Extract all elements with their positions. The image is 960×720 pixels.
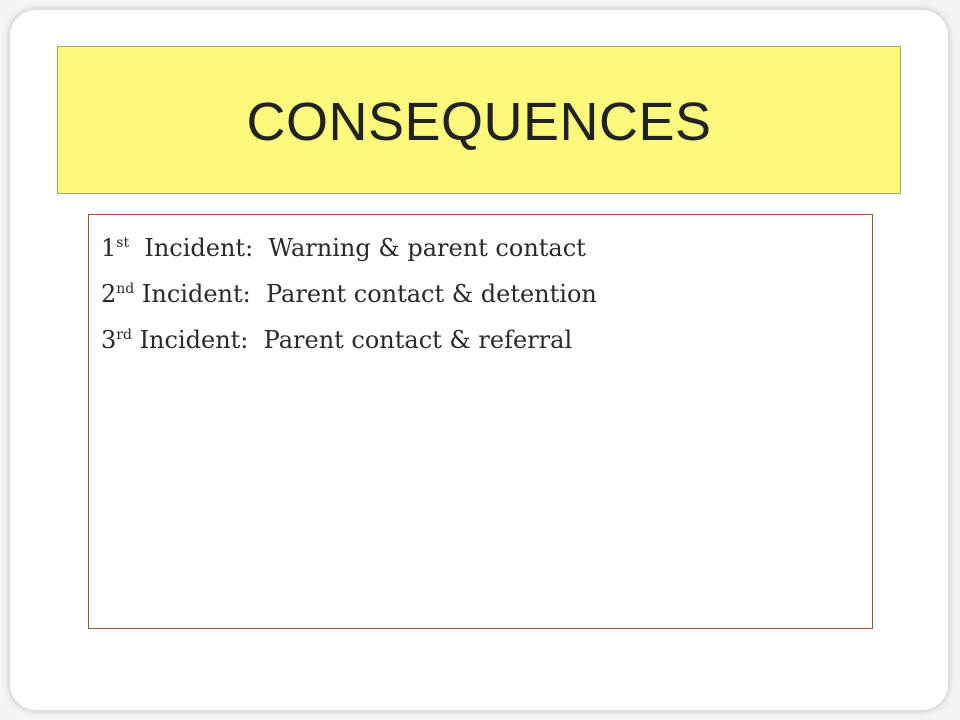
incident-number: 2 <box>101 280 117 308</box>
incident-number: 1 <box>101 234 117 262</box>
title-box <box>57 46 901 194</box>
incident-text: Incident: Parent contact & detention <box>134 280 597 308</box>
slide-title: CONSEQUENCES <box>246 92 712 152</box>
content-box <box>88 214 873 629</box>
incident-line-2 <box>101 271 872 317</box>
incident-line-3 <box>101 317 872 363</box>
incident-line-1 <box>101 225 872 271</box>
ordinal-suffix: rd <box>116 327 132 343</box>
incident-text: Incident: Warning & parent contact <box>129 234 586 262</box>
incident-number: 3 <box>101 326 117 354</box>
ordinal-suffix: st <box>116 235 130 251</box>
incident-text: Incident: Parent contact & referral <box>131 326 573 354</box>
ordinal-suffix: nd <box>116 281 135 297</box>
